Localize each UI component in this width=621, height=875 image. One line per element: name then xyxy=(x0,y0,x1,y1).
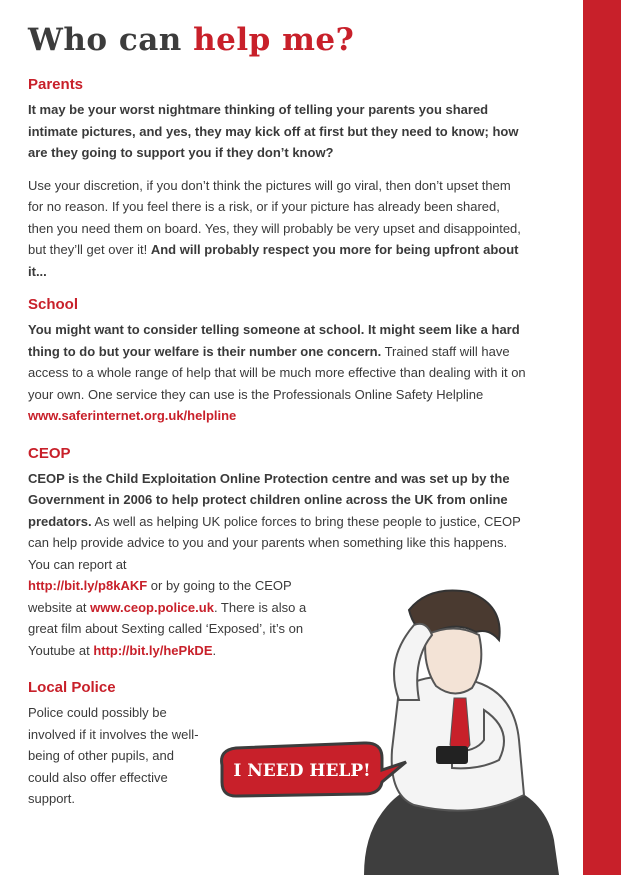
ceop-body-text-1: As well as helping UK police forces to bring these people to justice, CEOP can help provide advice to you and your parents when something like this happens. You can report at xyxy=(28,513,521,572)
parents-body-text: Use your discretion, if you don’t think the pictures will go viral, then don’t upset them for no reason. If you feel there is a risk, or if your picture has already been shared, then you need them on board. Yes, they will probably be very upset and disappointed, but they’ll get over it! xyxy=(28,177,521,257)
parents-heading: Parents xyxy=(28,76,84,93)
ceop-report-link[interactable]: http://bit.ly/p8kAKF xyxy=(28,578,148,593)
parents-intro: It may be your worst nightmare thinking of telling your parents you shared intimate pictures, and yes, they may kick off at first but they need to know; how are they going to support you if they don’t know? xyxy=(28,102,519,160)
school-body xyxy=(28,319,528,427)
parents-body-bold: And will probably respect you more for being upfront about it... xyxy=(28,242,519,279)
page-title xyxy=(28,20,528,60)
ceop-body xyxy=(28,468,528,576)
ceop-body-bold: CEOP is the Child Exploitation Online Protection centre and was set up by the Government in 2006 to help protect children online across the UK from online predators. xyxy=(28,470,510,529)
exposed-film-link[interactable]: http://bit.ly/hePkDE xyxy=(93,642,213,658)
title-part-1: Who can xyxy=(28,22,194,58)
parents-body xyxy=(28,175,528,283)
saferinternet-link[interactable]: www.saferinternet.org.uk/helpline xyxy=(28,408,237,423)
boy-illustration xyxy=(214,580,564,875)
school-body-bold: You might want to consider telling someone at school. It might seem like a hard thing to do but your welfare is their number one concern. xyxy=(28,322,520,359)
ceop-body-text-2: or by going to the CEOP website at xyxy=(28,578,292,615)
red-side-bar xyxy=(583,0,621,875)
title-part-2: help me? xyxy=(193,22,355,58)
speech-bubble-text: I NEED HELP! xyxy=(233,761,371,781)
phone-icon xyxy=(436,746,468,764)
local-police-body: Police could possibly be involved if it involves the well-being of other pupils, and could also offer effective support. xyxy=(28,705,199,806)
ceop-heading: CEOP xyxy=(28,444,71,462)
school-heading: School xyxy=(28,296,79,313)
ceop-body-text-4: . xyxy=(212,642,217,658)
ceop-body-text-3: . There is also a great film about Sexting called ‘Exposed’, it’s on Youtube at xyxy=(28,599,307,658)
local-police-heading: Local Police xyxy=(28,679,116,696)
ceop-website-link[interactable]: www.ceop.police.uk xyxy=(90,599,214,615)
school-body-text: Trained staff will have access to a whole range of help that will be much more effective than dealing with it on your own. One service they can use is the Professionals Online Safety Helpline xyxy=(28,343,526,402)
face-shape xyxy=(425,629,481,694)
